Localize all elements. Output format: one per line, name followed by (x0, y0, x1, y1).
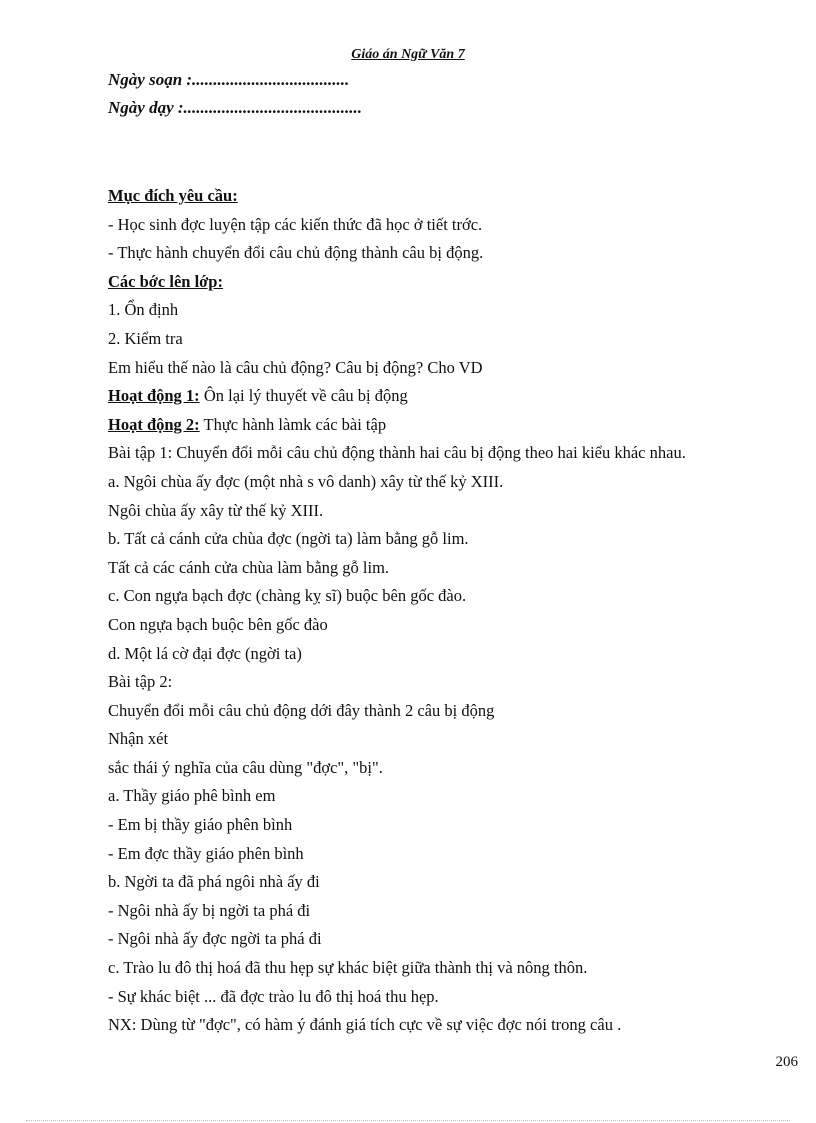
date-prepared: Ngày soạn :..................................... (108, 70, 350, 89)
section-label: Hoạt động 2: (108, 414, 200, 434)
line-text: b. Tất cả cánh cửa chùa đợc (ngời ta) làm bằng gỗ lim. (108, 529, 469, 549)
bottom-divider (26, 1120, 790, 1121)
text-line (108, 325, 798, 354)
line-text: a. Thầy giáo phê bình em (108, 786, 276, 806)
text-line (108, 497, 798, 526)
line-text: Tất cả các cánh cửa chùa làm bằng gỗ lim. (108, 557, 390, 577)
line-text: Ôn lại lý thuyết về câu bị động (199, 386, 408, 406)
text-line (108, 897, 798, 926)
text-line (108, 182, 798, 211)
line-text: - Sự khác biệt ... đã đợc trào lu đô thị hoá thu hẹp. (108, 986, 439, 1006)
section-label: Hoạt động 1: (108, 386, 200, 406)
line-text: Nhận xét (108, 729, 169, 749)
text-line (108, 782, 798, 811)
text-line (108, 668, 798, 697)
line-text: NX: Dùng từ "đợc", có hàm ý đánh giá tích cực về sự việc đợc nói trong câu . (108, 1015, 622, 1035)
text-line (108, 239, 798, 268)
line-text: c. Con ngựa bạch đợc (chàng kỵ sĩ) buộc bên gốc đào. (108, 586, 467, 606)
text-line (108, 296, 798, 325)
line-text: - Ngôi nhà ấy bị ngời ta phá đi (108, 900, 311, 920)
text-line (108, 868, 798, 897)
line-text: a. Ngôi chùa ấy đợc (một nhà s vô danh) xây từ thế kỷ XIII. (108, 471, 504, 491)
line-text: Bài tập 2: (108, 672, 173, 692)
line-text: - Em đợc thầy giáo phên bình (108, 843, 304, 863)
text-line (108, 439, 798, 468)
line-text: Con ngựa bạch buộc bên gốc đào (108, 614, 328, 634)
text-line (108, 525, 798, 554)
text-line (108, 697, 798, 726)
date-taught: Ngày dạy :.......................................... (108, 98, 363, 117)
text-line (108, 468, 798, 497)
text-line (108, 1011, 798, 1040)
text-line (108, 268, 798, 297)
text-line (108, 411, 798, 440)
text-line (108, 611, 798, 640)
line-text: sắc thái ý nghĩa của câu dùng "đợc", "bị". (108, 757, 383, 777)
text-line (108, 725, 798, 754)
text-line (108, 840, 798, 869)
line-text: d. Một lá cờ đại đợc (ngời ta) (108, 643, 302, 663)
line-text: - Ngôi nhà ấy đợc ngời ta phá đi (108, 929, 322, 949)
line-text: 1. Ổn định (108, 300, 179, 320)
text-line (108, 925, 798, 954)
section-label: Các bớc lên lớp: (108, 271, 223, 291)
line-text: - Thực hành chuyển đổi câu chủ động thành câu bị động. (108, 243, 484, 263)
lesson-body (108, 182, 798, 1040)
text-line (108, 754, 798, 783)
text-line (108, 211, 798, 240)
text-line (108, 354, 798, 383)
line-text: Bài tập 1: Chuyển đổi mỗi câu chủ động thành hai câu bị động theo hai kiểu khác nhau. (108, 443, 686, 463)
line-text: Em hiểu thế nào là câu chủ động? Câu bị động? Cho VD (108, 357, 483, 377)
page-number: 206 (775, 1054, 798, 1070)
text-line (108, 640, 798, 669)
line-text: Ngôi chùa ấy xây từ thế kỷ XIII. (108, 500, 324, 520)
text-line (108, 954, 798, 983)
text-line (108, 582, 798, 611)
document-header: Giáo án Ngữ Văn 7 (351, 47, 465, 62)
line-text: Thực hành làmk các bài tập (199, 414, 387, 434)
line-text: - Em bị thầy giáo phên bình (108, 815, 293, 835)
text-line (108, 811, 798, 840)
text-line (108, 554, 798, 583)
text-line (108, 983, 798, 1012)
line-text: b. Ngời ta đã phá ngôi nhà ấy đi (108, 872, 320, 892)
line-text: 2. Kiểm tra (108, 328, 183, 348)
section-label: Mục đích yêu cầu: (108, 186, 238, 205)
line-text: Chuyển đổi mỗi câu chủ động dới đây thành 2 câu bị động (108, 700, 495, 720)
line-text: c. Trào lu đô thị hoá đã thu hẹp sự khác biệt giữa thành thị và nông thôn. (108, 958, 588, 978)
line-text: - Học sinh đợc luyện tập các kiến thức đã học ở tiết trớc. (108, 214, 483, 234)
text-line (108, 382, 798, 411)
